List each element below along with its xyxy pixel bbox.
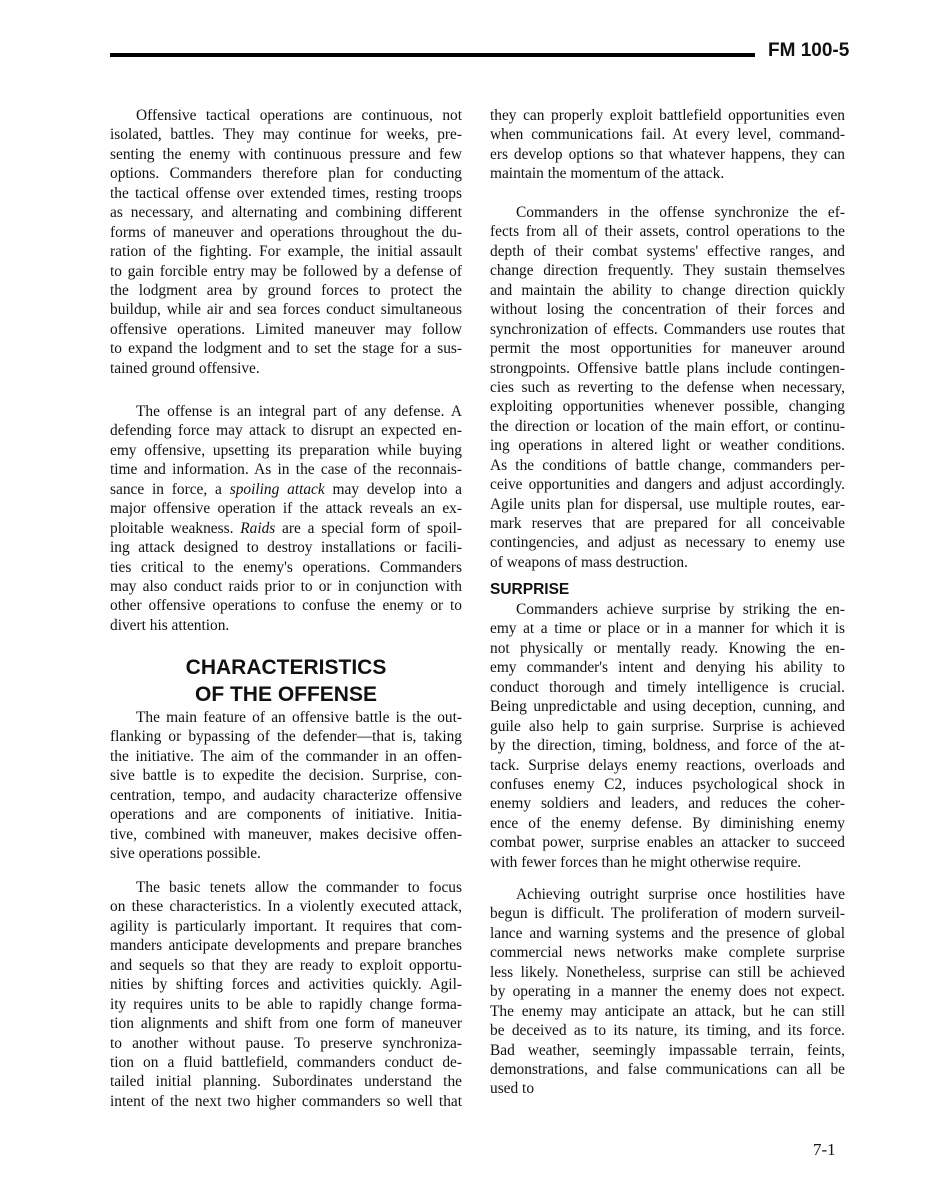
text-line: sive operations possible. (110, 845, 261, 863)
text-line: tailed initial planning. Subordinates understand the (110, 1073, 462, 1091)
text-line: defending force may attack to disrupt an expected en- (110, 422, 462, 440)
subheading-surprise: SURPRISE (490, 581, 570, 598)
text-line: As the conditions of battle change, commanders per- (490, 456, 845, 474)
text-line: guile also help to gain surprise. Surprise is achieved (490, 717, 845, 735)
text-line: change direction frequently. They sustain themselves (490, 262, 845, 280)
text-line: tion on a fluid battlefield, commanders conduct de- (110, 1053, 462, 1071)
text-line: on these characteristics. In a violently executed attack, (110, 898, 462, 916)
text-line: permit the most opportunities for maneuver around (490, 340, 845, 358)
text-line: divert his attention. (110, 616, 230, 634)
text-line: ties critical to the enemy's operations. Commanders (110, 558, 462, 576)
text-line: other offensive operations to confuse the enemy or to (110, 597, 462, 615)
italic-term: spoiling attack (229, 480, 325, 498)
text-line: The enemy may anticipate an attack, but he can still (490, 1002, 845, 1020)
text-line: combat power, surprise enables an attacker to succeed (490, 834, 845, 852)
text-line: The offense is an integral part of any defense. A (136, 403, 462, 420)
text-line: of weapons of mass destruction. (490, 553, 688, 571)
text-line: less likely. Nonetheless, surprise can still be achieved (490, 963, 845, 981)
text-line: tion alignments and shift from one form of maneuver (110, 1015, 462, 1033)
text-line: tive, combined with maneuver, makes decisive offen- (110, 825, 462, 843)
text-line: not physically or mentally ready. Knowing the en- (490, 639, 845, 657)
text-line: manders anticipate developments and prepare branches (110, 937, 462, 955)
text-line: when communications fail. At every level, command- (490, 126, 845, 144)
text-line: centration, tempo, and audacity characterize offensive (110, 786, 462, 804)
text-line: the direction or location of the main effort, or continu- (490, 417, 845, 435)
text-line: Offensive tactical operations are continuous, not (136, 107, 462, 124)
text-line: ing operations in altered light or weather conditions. (490, 437, 845, 455)
text-line: demonstrations, and false communications can all be (490, 1060, 845, 1078)
page-number: 7-1 (813, 1140, 836, 1159)
paragraph (110, 708, 462, 864)
text-line: to gain forcible entry may be followed by a defense of (110, 262, 462, 280)
text-line: exploiting opportunities whenever possible, changing (490, 398, 845, 416)
text-line: ceive opportunities and dangers and adjust accordingly. (490, 476, 845, 494)
text-line: they can properly exploit battlefield opportunities even (490, 107, 845, 124)
section-heading-line2: OF THE OFFENSE (194, 683, 377, 706)
text-line: intent of the next two higher commanders so well that (110, 1092, 462, 1110)
header-rule (110, 53, 755, 57)
text-line: major offensive operation if the attack reveals an ex- (110, 500, 462, 518)
text-line: by the direction, timing, boldness, and force of the at- (490, 737, 845, 755)
text-line: the initiative. The aim of the commander in an offen- (110, 747, 462, 765)
text-line (110, 519, 462, 538)
text-line: enemy soldiers and leaders, and reduces the coher- (490, 795, 845, 813)
text-line: Commanders achieve surprise by striking the en- (516, 601, 845, 618)
text-line: the lodgment area by ground forces to protect the (110, 281, 462, 299)
text-line: and maintain the ability to change direction quickly (490, 281, 845, 299)
text-line: The main feature of an offensive battle is the out- (136, 709, 462, 726)
text-line: sive battle is to expedite the decision. Surprise, con- (110, 767, 462, 785)
text-line: operations and are components of initiative. Initia- (110, 806, 462, 824)
text-line: buildup, while air and sea forces conduct simultaneous (110, 301, 462, 319)
section-heading-line1: CHARACTERISTICS (185, 656, 387, 679)
paragraph (490, 885, 845, 1099)
text-line: forms of maneuver and operations throughout the du- (110, 223, 462, 241)
text-line: depth of their combat systems' effective ranges, and (490, 242, 845, 260)
text-line: senting the enemy with continuous pressure and few (110, 145, 462, 163)
text-line: by operating in a manner the enemy does not expect. (490, 983, 845, 1001)
paragraph (110, 106, 462, 378)
text-line: Being unpredictable and using deception, cunning, and (490, 698, 845, 716)
paragraph (110, 402, 462, 635)
text-line: mark reserves that are prepared for all conceivable (490, 515, 845, 532)
paragraph (110, 878, 462, 1111)
section-heading (110, 654, 462, 708)
text-line: tained ground offensive. (110, 359, 260, 377)
text-segment: may develop into a (324, 480, 462, 498)
text-line: with fewer forces than he might otherwise require. (490, 853, 802, 871)
text-line: without losing the concentration of their forces and (490, 301, 845, 319)
text-line: be deceived as to its nature, its timing, and its force. (490, 1022, 845, 1040)
text-segment: ploitable weakness. (110, 519, 241, 537)
text-line: the tactical offense over extended times, resting troops (110, 184, 462, 202)
text-line: conduct thorough and timely intelligence is crucial. (490, 678, 845, 696)
text-line: emy at a time or place or in a manner for which it is (490, 620, 845, 638)
text-line: time and information. As in the case of the reconnais- (110, 461, 462, 479)
text-line: nities by shifting forces and activities quickly. Agil- (110, 976, 462, 994)
text-line: as necessary, and alternating and combining different (110, 204, 462, 222)
text-line: offensive operations. Limited maneuver may follow (110, 320, 462, 338)
text-line: emy commander's intent and denying his ability to (490, 659, 845, 677)
text-line: ers develop options so that whatever happens, they can (490, 145, 845, 163)
text-line: to another without pause. To preserve synchroniza- (110, 1034, 462, 1052)
text-line: The basic tenets allow the commander to focus (136, 879, 462, 896)
text-line: options. Commanders therefore plan for conducting (110, 165, 462, 183)
text-line: isolated, battles. They may continue for weeks, pre- (110, 126, 462, 144)
text-segment: sance in force, a (110, 480, 230, 498)
text-line: confuses enemy C2, induces psychological shock in (490, 775, 845, 793)
text-line: and sequels so that they are ready to exploit opportu- (110, 956, 462, 974)
text-line: maintain the momentum of the attack. (490, 165, 725, 183)
text-line: used to (490, 1080, 535, 1098)
text-line: lance and warning systems and the presence of global (490, 924, 845, 942)
text-line: agility is particularly important. It requires that com- (110, 917, 462, 935)
manual-id: FM 100-5 (768, 40, 850, 61)
text-line: emy offensive, upsetting its preparation while buying (110, 441, 462, 459)
text-line: fects from all of their assets, control operations to the (490, 223, 845, 241)
text-line: ity requires units to be able to rapidly change forma- (110, 995, 462, 1013)
text-line: to expand the lodgment and to set the stage for a sus- (110, 340, 462, 358)
text-line: Achieving outright surprise once hostilities have (516, 886, 845, 903)
text-line: ing attack designed to destroy installations or facili- (110, 539, 462, 557)
text-line: ence of the enemy defense. By diminishing enemy (490, 814, 845, 832)
text-line: strongpoints. Offensive battle plans include contingen- (490, 359, 845, 377)
paragraph (490, 600, 845, 872)
text-line: flanking or bypassing of the defender—that is, taking (110, 728, 462, 746)
text-line: may also conduct raids prior to or in conjunction with (110, 577, 462, 595)
text-segment: are a special form of spoil- (275, 519, 463, 537)
paragraph (490, 106, 845, 184)
text-line: ration of the fighting. For example, the initial assault (110, 243, 462, 261)
text-line: commercial news networks make complete surprise (490, 944, 845, 962)
text-line: tack. Surprise delays enemy reactions, overloads and (490, 756, 845, 774)
text-line: synchronization of effects. Commanders use routes that (490, 320, 845, 338)
italic-term: Raids (240, 519, 276, 537)
text-line: contingencies, and adjust as necessary to enemy use (490, 534, 845, 552)
text-line: begun is difficult. The proliferation of modern surveil- (490, 905, 845, 923)
text-line: Agile units plan for dispersal, use multiple routes, ear- (490, 495, 845, 513)
text-line: Bad weather, seemingly impassable terrain, feints, (490, 1041, 845, 1059)
text-line: Commanders in the offense synchronize the ef- (516, 204, 845, 221)
text-line (110, 480, 462, 499)
text-line: cies such as reverting to the defense when necessary, (490, 378, 845, 396)
paragraph (490, 203, 845, 572)
